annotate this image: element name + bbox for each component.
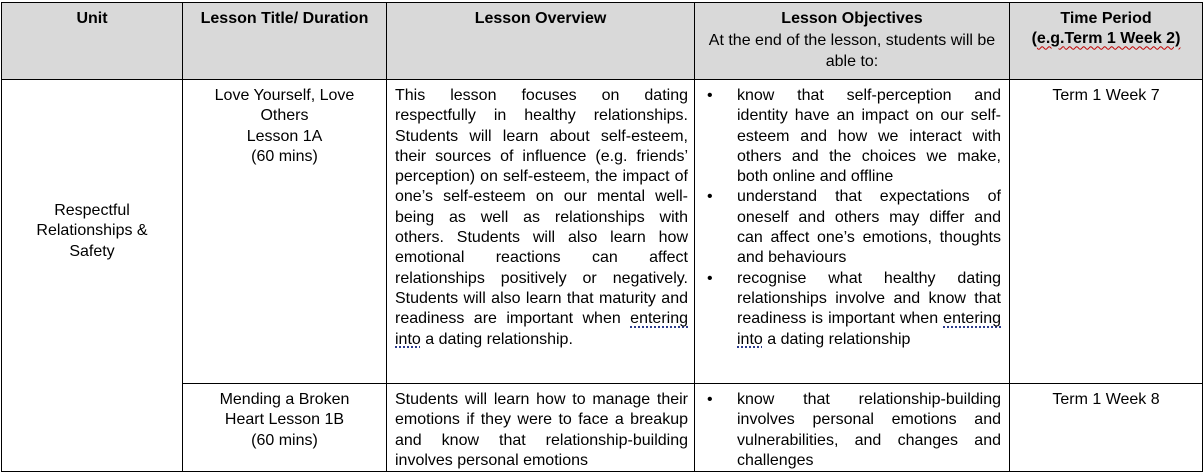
lesson-duration: (60 mins) xyxy=(251,431,318,449)
lesson-title-line: Lesson 1A xyxy=(246,127,323,145)
lesson-duration: (60 mins) xyxy=(251,147,318,165)
lesson-objectives-cell xyxy=(695,384,1010,472)
table-row xyxy=(2,80,1203,384)
header-objectives-label: Lesson Objectives xyxy=(781,10,923,27)
unit-label: Respectful Relationships & Safety xyxy=(36,202,148,260)
objective-text: recognise what healthy dating relationships involve and know that readiness is important when xyxy=(737,269,1001,328)
lesson-overview-text: Students will learn how to manage their emotions if they were to face a breakup and know that relationship-building involves personal emotions xyxy=(395,391,688,469)
header-objectives xyxy=(695,3,1010,80)
lesson-overview-cell xyxy=(387,384,695,472)
header-time-period xyxy=(1010,3,1203,80)
header-lesson-title xyxy=(183,3,387,80)
header-objectives-subtitle: At the end of the lesson, students will be able to: xyxy=(708,32,996,70)
objective-item xyxy=(703,269,1001,350)
objectives-list xyxy=(703,86,1001,350)
header-row xyxy=(2,3,1203,80)
objective-item: • know that self-perception and identity have an impact on our self-esteem and how we interact with others and the choices we make, both online and offline xyxy=(703,86,1001,187)
lesson-plan-table xyxy=(1,2,1203,472)
lesson-title-line: Love Yourself, Love xyxy=(214,87,355,104)
header-time-period-example xyxy=(1018,29,1194,49)
lesson-title-line: Heart Lesson 1B xyxy=(224,411,345,429)
lesson-overview-text-end: a dating relationship. xyxy=(420,330,573,348)
unit-cell xyxy=(2,80,183,472)
objective-text-end: a dating relationship xyxy=(762,330,911,348)
lesson-title-cell xyxy=(183,80,387,384)
time-period-cell xyxy=(1010,384,1203,472)
objective-underlined: entering into xyxy=(737,310,1001,348)
time-period-example-paren: ( xyxy=(1031,30,1037,48)
lesson-overview-underlined: entering into xyxy=(395,310,688,348)
lesson-title-line: Others xyxy=(260,107,309,125)
time-period-value: Term 1 Week 7 xyxy=(1052,87,1160,104)
objectives-list xyxy=(703,390,1001,471)
header-overview xyxy=(387,3,695,80)
lesson-overview-text: This lesson focuses on dating respectfully in healthy relationships. Students will learn about self-esteem, their sources of influence (e.g. friends’ perception) on self-esteem, the impact of one’s self-esteem on our mental well-being as well as relationships with others. Students will also learn how emotional reactions can affect relationships positively or negatively. Students will also learn that maturity and readiness are important when xyxy=(395,87,688,328)
time-period-example-rest: Term 1 Week 2) xyxy=(1064,30,1181,48)
table-row xyxy=(2,384,1203,472)
objective-item: • know that relationship-building involves personal emotions and vulnerabilities, and changes and challenges xyxy=(703,390,1001,471)
header-unit xyxy=(2,3,183,80)
lesson-objectives-cell xyxy=(695,80,1010,384)
time-period-value: Term 1 Week 8 xyxy=(1052,391,1160,408)
header-unit-label: Unit xyxy=(76,10,108,27)
lesson-overview-cell xyxy=(387,80,695,384)
lesson-title-line: Mending a Broken xyxy=(219,391,350,408)
header-time-period-label: Time Period xyxy=(1060,10,1152,27)
time-period-example-eg: e.g. xyxy=(1036,30,1065,48)
objective-item: • understand that expectations of oneself and others may differ and can affect one’s emotions, thoughts and behaviours xyxy=(703,187,1001,268)
header-lesson-title-label: Lesson Title/ Duration xyxy=(200,10,369,27)
time-period-cell xyxy=(1010,80,1203,384)
header-overview-label: Lesson Overview xyxy=(474,10,607,27)
lesson-title-cell xyxy=(183,384,387,472)
